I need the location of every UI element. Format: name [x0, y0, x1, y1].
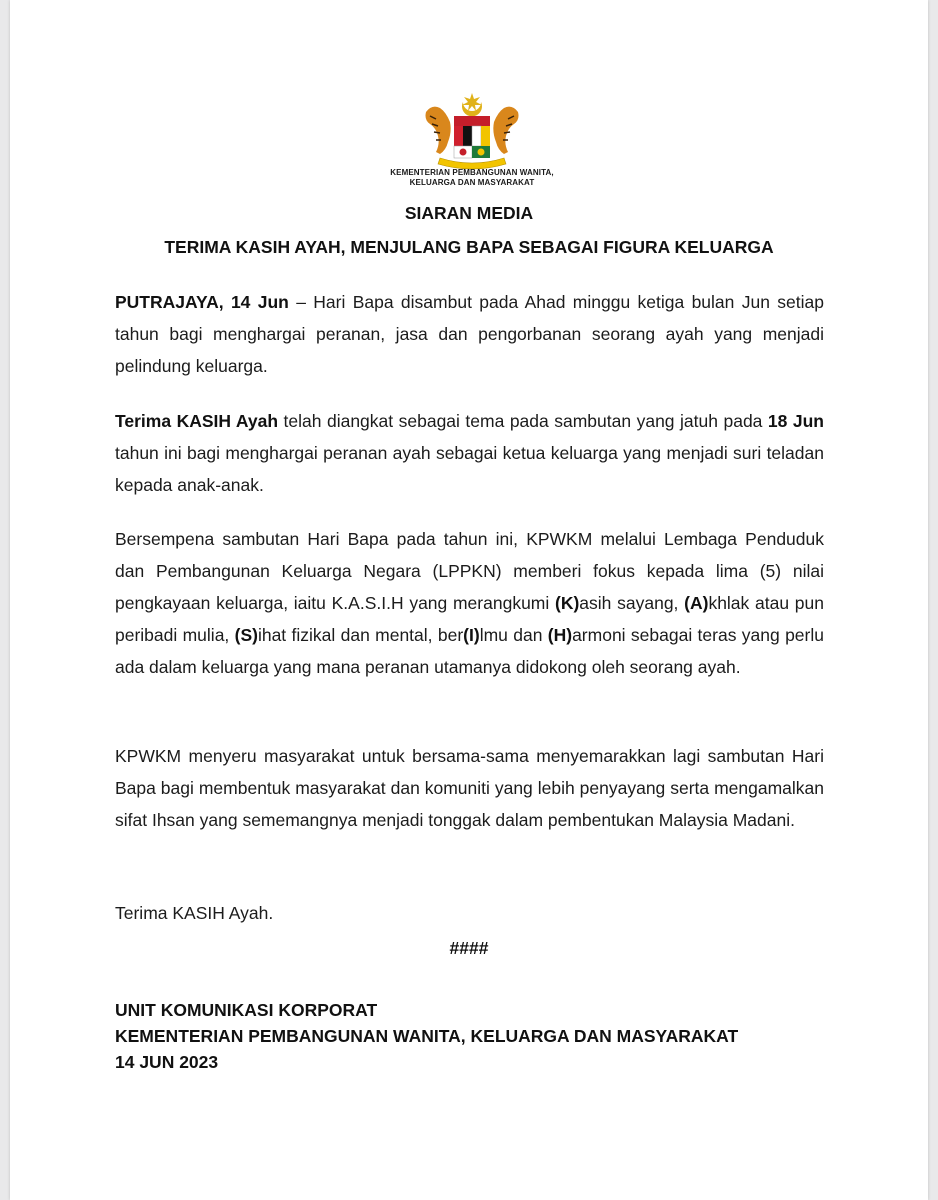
value-h-text: armoni sebagai teras yang perlu ada dalam keluarga yang mana peranan utamanya didokong oleh seorang ayah.: [115, 625, 824, 677]
coat-of-arms-icon: [416, 92, 528, 170]
paragraph-2: [115, 405, 824, 501]
end-separator: ####: [449, 938, 489, 958]
value-s: (S): [234, 625, 258, 645]
paragraph-4: KPWKM menyeru masyarakat untuk bersama-sama menyemarakkan lagi sambutan Hari Bapa bagi membentuk masyarakat dan komuniti yang lebih penyayang serta mengamalkan sifat Ihsan yang sememangnya menjadi tonggak dalam pembentukan Malaysia Madani.: [115, 746, 824, 830]
theme-name: Terima KASIH Ayah: [115, 411, 279, 431]
document-label: SIARAN MEDIA: [404, 203, 534, 223]
paragraph-5: Terima KASIH Ayah.: [115, 903, 274, 923]
signature-ministry: KEMENTERIAN PEMBANGUNAN WANITA, KELUARGA DAN MASYARAKAT: [115, 1026, 739, 1046]
value-k: (K): [555, 593, 580, 613]
paragraph-3-intro: Bersempena sambutan Hari Bapa pada tahun ini, KPWKM melalui Lembaga Penduduk dan Pembangunan Keluarga Negara (LPPKN) memberi fokus kepada lima (5) nilai pengkayaan keluarga, iaitu K.A.S.I.H yang merangkumi: [115, 529, 824, 613]
value-i-text: lmu dan: [479, 625, 548, 645]
celebration-date: 18 Jun: [767, 411, 824, 431]
ministry-name-line2: KELUARGA DAN MASYARAKAT: [409, 178, 535, 187]
value-s-text: ihat fizikal dan mental, ber: [257, 625, 464, 645]
document-headline: TERIMA KASIH AYAH, MENJULANG BAPA SEBAGAI FIGURA KELUARGA: [164, 237, 774, 257]
paragraph-2-text-a: telah diangkat sebagai tema pada sambutan yang jatuh pada: [278, 411, 768, 431]
signature-unit: UNIT KOMUNIKASI KORPORAT: [115, 1000, 378, 1020]
value-i: (I): [463, 625, 480, 645]
paragraph-1-text: – Hari Bapa disambut pada Ahad minggu ketiga bulan Jun setiap tahun bagi menghargai peranan, jasa dan pengorbanan seorang ayah yang menjadi pelindung keluarga.: [115, 292, 824, 376]
paragraph-3: [115, 523, 824, 683]
dateline: PUTRAJAYA, 14 Jun: [115, 292, 289, 312]
value-a-text: khlak atau pun peribadi mulia,: [115, 593, 824, 645]
signature-date: 14 JUN 2023: [115, 1052, 219, 1072]
value-h: (H): [547, 625, 573, 645]
ministry-name-line1: KEMENTERIAN PEMBANGUNAN WANITA,: [390, 168, 554, 177]
value-k-text: asih sayang,: [579, 593, 685, 613]
value-a: (A): [684, 593, 709, 613]
paragraph-2-text-b: tahun ini bagi menghargai peranan ayah sebagai ketua keluarga yang menjadi suri teladan kepada anak-anak.: [115, 443, 824, 495]
paragraph-1: [115, 286, 824, 382]
